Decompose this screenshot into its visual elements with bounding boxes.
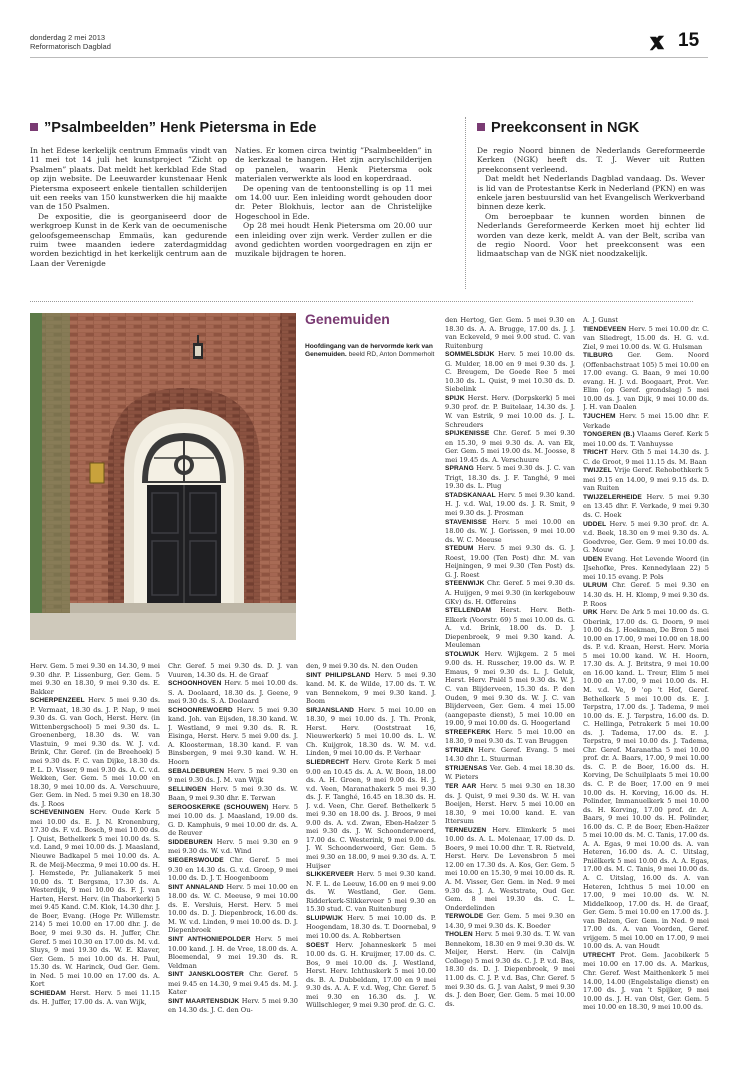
listing-place: TERWOLDE xyxy=(445,913,484,921)
listing-text: Herv. 5 mei 9.30 en 13.45 dhr. F. Verkade, 9 mei 9.30 ds. C. Hoek xyxy=(583,492,709,520)
listing-text: Herv. Johanneskerk 5 mei 10.00 ds. G. H. Kruijmer, 17.00 ds. C. Bos, 9 mei 10.00 ds. J. Westland, Herst. Herv. Ichthuskerk 5 mei 10.00 ds. B. A. Dubbeldam, 17.00 en 9 mei 9.30 ds. A. A. F. v.d. Weg, Chr. Geref. 5 mei 9.30 en 16.30 ds. J. W. Wüllschleger, 9 mei 9.30 prof. dr. G. C. xyxy=(306,940,436,1010)
listing-text: Herv. 5 mei 9.30 kand. M. K. de Wilde, 17.00 ds. T. W. van Bennekom, 9 mei 9.30 kand. J. Boom xyxy=(306,670,436,706)
listing-entry xyxy=(445,930,575,1008)
listing-entry xyxy=(583,412,709,430)
listing-text: Chr. Geref. 5 mei 9.30 ds. A. Huijgen, 9 mei 9.30 (in kerkgebouw GKv) ds. H. Offereins xyxy=(445,579,575,606)
listing-text: Herv. 5 mei 9.30 en 9 mei 9.30 ds. W. v.d. Wind xyxy=(168,837,298,856)
listing-entry xyxy=(445,394,575,429)
listing-place: UDDEL xyxy=(583,520,607,528)
listing-entry xyxy=(306,671,436,706)
listing-place: SEBALDEBUREN xyxy=(168,767,225,775)
listing-column-5 xyxy=(583,316,709,1057)
listing-text: Chr. Geref. 5 mei 9.30 en 14.30 ds. G. v.d. Groep, 9 mei 10.00 ds. D. J. T. Hoogenboom xyxy=(168,856,298,883)
listing-text: Herv. Oude Kerk 5 mei 10.00 ds. E. J. N. Kronenburg, 17.30 ds. F. v.d. Bosch, 9 mei 10.00 ds. J. Quist, Bethelkerk 5 mei 10.00 ds. S. v.d. Land, 9 mei 10.00 ds. J. Maasland, Nieuwe Badkapel 5 mei 10.00 ds. A. R. de Meij-Meczma, 9 mei 10.00 ds. H. J. Hemstede, Pr. Julianakerk 5 mei 10.00 ds. T. Bergsma, 17.30 ds. A. Westerdijk, 9 mei 10.00 ds. F. J. van Harten, Herst. Herv. (in Thaborkerk) 5 mei 9.45 Kand. C.M. Klok, 14.30 dhr. J. de Boer, Evang. (Hoge Pr. Willemstr. 214) 5 mei 10.00 en 17.00 dhr. J. de Boer, 9 mei 9.30 ds. H. Juffer, Chr. Geref. 5 mei 10.30 en 17.00 ds. M. v.d. Sluys, 9 mei 19.30 ds. W. E. Klaver, Ger. Gem. 5 mei 10.00 ds. H. Paul, 15.30 ds. W. Harinck, Oud Ger. Gem. in Ned. 5 mei 10.00 en 17.00 ds. A. Kort xyxy=(30,808,160,989)
listing-text: Herst. Herv. (Dorpskerk) 5 mei 9.30 prof. dr. P. Buitelaar, 14.30 ds. J. W. van Estrik, 9 mei 10.00 ds. J. L. Schreuders xyxy=(445,393,575,429)
listing-text: Herv. 5 mei 9.30 prof. dr. A. v.d. Beek, 18.30 en 9 mei 9.30 ds. A. Goedvree, Ger. Gem. 9 mei 10.00 ds. G. Mouw xyxy=(583,519,709,555)
listing-entry xyxy=(583,466,709,493)
listing-text: Herv. 5 mei 10.00 kand. J. H. de Vree, 18.00 ds. A. Bloemendal, 9 mei 19.30 ds. R. Veldman xyxy=(168,934,298,970)
listing-text: A. J. Gunst xyxy=(583,316,619,324)
listing-place: SEROOSKERKE (SCHOUWEN) xyxy=(168,803,269,811)
listing-place: SINT ANTHONIEPOLDER xyxy=(168,935,251,943)
listing-text: Herv. 5 mei 10.00 ds. J. Maasland, 19.00 ds. G. D. Kamphuis, 9 mei 10.00 dr. ds. A. de Reuver xyxy=(168,802,298,838)
publication-date: donderdag 2 mei 2013 xyxy=(30,33,106,42)
listing-text: Herv. 5 mei 9.30 ds. P. Vermaat, 18.30 ds. J. P. Nap, 9 mei 9.30 ds. G. van Goch, Herst. Herv. (in Wittenbergschool) 5 mei 9.30 ds. L. Groenenberg, 18.30 ds. W. van Vlastuin, 9 mei 9.30 ds. W. J. v.d. Brink, Chr. Geref. (in de Breehoek) 5 mei 9.30 ds. F. C. van Dijke, 18.30 ds. P. L. D. Visser, 9 mei 9.30 ds. A. C. v.d. Wekken, Ger. Gem. 5 mei 10.00 en 18.30, 9 mei 10.00 ds. A. Verschuure, Ger. Gem. in Ned. 5 mei 9.30 en 18.30 ds. J. Roos xyxy=(30,696,160,808)
article-body-col2 xyxy=(235,146,432,259)
headline-marker-icon xyxy=(30,123,38,131)
listing-text: Herv. 5 mei 9.30 ds. T. W. van Bennekom, 18.30 en 9 mei 9.30 ds. W. Meijer, Herst. Herv. (in Calvijn College) 5 mei 9.30 ds. C. J. P. v.d. Bas, 18.30 ds. D. J. Diepenbroek, 9 mei 11.00 ds. C. J. P. v.d. Bas, Chr. Geref. 5 mei 9.30 ds. G. J. van Aalst, 9 mei 9.30 ds. J. den Boer, Ger. Gem. 5 mei 10.00 ds. xyxy=(445,930,575,1008)
rd-logo-icon xyxy=(648,34,666,52)
article-headline-psalmbeelden: ”Psalmbeelden” Henk Pietersma in Ede xyxy=(30,120,316,136)
listing-entry xyxy=(445,650,575,728)
listing-entry xyxy=(445,350,575,394)
article-headline-preekconsent: Preekconsent in NGK xyxy=(477,120,639,136)
listing-entry xyxy=(168,767,298,785)
listing-place: STRIJEN xyxy=(445,746,474,754)
listing-place: SOEST xyxy=(306,941,329,949)
listing-column-3 xyxy=(306,662,436,1057)
listing-place: STREEFKERK xyxy=(445,728,491,736)
listing-entry xyxy=(30,696,160,808)
listing-text: Herv. 5 mei 10.00 en 18.30, 9 mei 9.30 ds. T. van Bruggen xyxy=(445,727,575,746)
listing-entry xyxy=(168,785,298,803)
listing-entry xyxy=(30,989,160,1007)
listing-place: SINT ANNALAND xyxy=(168,883,224,891)
listing-entry xyxy=(168,883,298,935)
listing-place: SCHIEDAM xyxy=(30,989,66,997)
listing-entry xyxy=(445,518,575,545)
listing-place: UDEN xyxy=(583,555,603,563)
listing-column-2 xyxy=(168,662,298,1057)
listing-text: Herv. Grote Kerk 5 mei 9.00 en 10.45 ds. A. A. W. Boon, 18.00 ds. A. H. Groen, 9 mei 9.00 ds. H. J. v.d. Veen, Maranathakerk 5 mei 9.30 ds. J. F. Tanghé, 16.45 en 18.30 ds. H. J. v.d. Veen, Chr. Geref. Bethelkerk 5 mei 9.30 en 18.00 ds. J. Broos, 9 mei 9.00 ds. A. v.d. Zwan, Eben-Haëzer 5 mei 9.30 ds. J. W. Schoonderwoerd, 17.00 ds. C. Westerink, 9 mei 9.00 ds. J. W. Schoonderwoerd, Ger. Gem. 5 mei 9.30 en 18.00, 9 mei 9.30 ds. A. T. Huijser xyxy=(306,758,436,870)
listing-place: THOLEN xyxy=(445,931,473,939)
listing-entry xyxy=(445,316,575,350)
photo-caption xyxy=(305,343,435,360)
listing-text: Herv. 5 mei 10.00 ds. P. Hoogendam, 18.30 ds. T. Doornebal, 9 mei 10.00 ds. A. Robbertsen xyxy=(306,913,436,940)
listing-entry xyxy=(445,782,575,826)
listing-text: Herv. 5 mei 10.00 en 18.00 ds. W. C. Meeuse, 9 mei 10.00 ds. E. Versluis, Herst. Herv. 5 mei 10.00 ds. D. J. Diepenbrock, 16.00 ds. M. W. v.d. Linden, 9 mei 10.00 ds. D. J. Diepenbroek xyxy=(168,882,298,935)
listing-entry xyxy=(445,764,575,782)
newspaper-name: Reformatorisch Dagblad xyxy=(30,42,111,51)
church-door-illustration xyxy=(30,313,296,640)
listing-entry xyxy=(583,351,709,412)
listing-place: SPRANG xyxy=(445,465,474,473)
listing-entry xyxy=(445,606,575,650)
listing-text: Prot. Gem. Jacobikerk 5 mei 10.00 en 17.00 ds. A. Markus, Chr. Geref. West Maithenkerk 5 mei 14.00, 14.00 (Engelstalige dienst) en 17.00 ds. J. van 't Spijker, 9 mei 10.00 ds. J. H. van Olst, Ger. Gem. 5 mei 10.00 en 18.30, 9 mei 10.00 ds. xyxy=(583,950,709,1012)
listing-place: STRIJENSAS xyxy=(445,764,488,772)
listing-entry xyxy=(168,706,298,767)
listing-entry xyxy=(445,429,575,464)
listing-entry xyxy=(445,464,575,491)
listing-text: Herv. 5 mei 9.30 kand. N. F. L. de Leeuw, 16.00 en 9 mei 9.00 ds. W. Westland, Ger. Gem. Ridderkerk-Slikkerveer 5 mei 9.30 en 15.30 stud. C. van Ruitenburg xyxy=(306,870,436,914)
listing-text: Chr. Geref. 5 mei 9.45 en 14.30, 9 mei 9.45 ds. M. J. Kater xyxy=(168,970,298,997)
listing-entry xyxy=(583,520,709,555)
article-body-col1 xyxy=(30,146,227,268)
listing-entry xyxy=(583,316,709,325)
listing-place: STELLENDAM xyxy=(445,607,492,615)
section-divider xyxy=(30,301,693,302)
listing-place: STOLWIJK xyxy=(445,650,480,658)
listing-place: TONGEREN (B.) xyxy=(583,431,635,439)
listing-text: Herv. Wijkgem. 2 5 mei 9.00 ds. H. Russcher, 19.00 ds. W. P. Emaus, 9 mei 9.30 ds. L. J. Geluk, Herst. Herv. Pniël 5 mei 9.30 ds. W. J. C. van Blijderveen, 15.30 ds. P. den Ouden, 9 mei 9.30 ds. W. J. C. van Blijderveen, Ger. Gem. 4 mei 15.00 (aangepaste dienst), 5 mei 10.00 en 19.00, 9 mei 10.00 ds. G. Hoogerland xyxy=(445,649,575,728)
listing-text: Herv. Elimkerk 5 mei 10.00 ds. A. L. Molenaar, 17.00 ds. D. Boers, 9 mei 10.00 dhr. T. R. Rietveld, Herst. Herv. De Levensbron 5 mei 12.00 en 17.30 ds. A. Kos, Ger. Gem. 5 mei 10.00 en 15.30, 9 mei 10.00 ds. R. A. M. Visser, Ger. Gem. in Ned. 9 mei 9.30 ds. J. A. Weststrate, Oud Ger. Gem. 8 mei 19.30 ds. C. L. Onderdelinden xyxy=(445,825,575,912)
headline-marker-icon xyxy=(477,123,485,131)
listing-place: SELLINGEN xyxy=(168,785,207,793)
listing-place: SPIJK xyxy=(445,394,465,402)
listing-place: UTRECHT xyxy=(583,951,616,959)
listing-place: SINT PHILIPSLAND xyxy=(306,671,371,679)
listing-text: Herv. 5 mei 10.00 en 18.00 ds. W. J. Gorissen, 9 mei 10.00 ds. W. C. Meeuse xyxy=(445,517,575,544)
listing-place: STAVENISSE xyxy=(445,518,487,526)
listing-entry xyxy=(583,951,709,1012)
caption-credit: beeld RD, Anton Dommerholt xyxy=(348,351,435,359)
listing-place: SLIEDRECHT xyxy=(306,759,350,767)
listing-text: Chr. Geref. 5 mei 9.30 ds. D. J. van Vuuren, 14.30 ds. H. de Graaf xyxy=(168,662,298,679)
listing-text: Herv. De Ark 5 mei 10.00 ds. G. Oberink, 17.00 ds. G. Doorn, 9 mei 10.00 ds. J. Hoekman, De Bron 5 mei 10.00 en 17.00, 9 mei 10.00 en 18.00 ds. P. v.d. Kraan, Herst. Herv. Moria 5 mei 10.00 kand. W. H. Hoorn, 17.30 ds. A. J. Britstra, 9 mei 10.00 en 16.00 kand. L. Treur, Elim 5 mei 10.00 en 17.00, 9 mei 10.00 ds. H. M. v.d. Ve, 9 'op 't Hof, Geref. Bethelkerk 5 mei 10.00 ds. E. J. Terpstra, 17.00 ds. J. Tadema, 9 mei 10.00 ds. E. J. Terpstra, 16.00 ds. D. C. Hellinga, Petrakerk 5 mei 10.00 ds. J. Tadema, 17.00 ds. E. J. Terpstra, 9 mei 10.00 ds. J. Tadema, Chr. Geref. Maranatha 5 mei 10.00 prof. dr. A. Baars, 17.00, 9 mei 10.00 ds. C. P. de Boer, 16.00 ds. H. Korving, De Schuilplaats 5 mei 10.00 ds. C. P. de Boer, 17.00 en 9 mei 10.00 ds. H. Korving, 16.00 ds. H. Polinder, Immanuelkerk 5 mei 10.00 ds. H. Korving, 17.00 prof. dr. A. Baars, 9 mei 10.00 ds. H. Polinder, 16.00 ds. C. P. de Boer, Eben-Haëzer 5 mei 10.00 ds. M. C. Tanis, 17.00 ds. A. A. Egas, 9 mei 10.00 ds. A. van Heteren, 16.00 ds. A. C. Uitslag, Pniëlkerk 5 mei 10.00 ds. A. A. Egas, 17.00 ds. M. C. Tanis, 9 mei 10.00 ds. A. C. Uitslag, 16.00 ds. A. van Heteren, Ichthus 5 mei 10.00 en 17.00, 9 mei 10.00 ds. W. N. Middelkoop, 17.00 ds. H. de Graaf, Ger. Gem. 5 mei 10.00 en 17.00 ds. J. van Belzen, Ger. Gem. in Ned. 9 mei 17.00 ds. A. van Voorden, Geref. vrijgem. 5 mei 10.00 en 17.00, 9 mei 10.00 ds. A. van Houdt xyxy=(583,608,709,951)
listing-entry xyxy=(30,662,160,696)
listing-place: TRICHT xyxy=(583,449,608,457)
listing-text: Evang. Het Levende Woord (in IJsehofke, Pres. Kennedylaan 22) 5 mei 10.15 evang. P. Pols xyxy=(583,554,709,581)
listing-entry xyxy=(306,706,436,758)
listing-entry xyxy=(168,838,298,856)
listing-text: Vrije Geref. Rehobothkerk 5 mei 9.15 en 14.00, 9 mei 9.15 ds. D. van Ruiten xyxy=(583,466,709,493)
listing-text: Vlaams Geref. Kerk 5 mei 10.00 ds. T. Vanhuysse xyxy=(583,430,709,448)
listing-entry xyxy=(445,746,575,764)
listing-entry xyxy=(445,728,575,746)
listing-text: Herv. 5 mei 9.30 ds. W. Baan, 9 mei 9.30 dhr. E. Terwan xyxy=(168,784,298,803)
listing-place: URK xyxy=(583,609,598,617)
listing-text: Herv. 5 mei 9.30 kand. H. J. v.d. Wal, 19.00 ds. J. R. Smit, 9 mei 9.30 ds. J. Prosman xyxy=(445,490,575,518)
paragraph: Naties. Er komen circa twintig ”Psalmbeelden” in de kerkzaal te hangen. Het zijn acrylschilderijen op panelen, waarin Henk Pietersma ook materialen verwerkte als lood en koperdraad. xyxy=(235,146,432,184)
listing-entry xyxy=(583,430,709,448)
listing-place: SCHEVENINGEN xyxy=(30,809,84,817)
column-divider xyxy=(465,117,466,289)
listing-text: den, 9 mei 9.30 ds. N. den Ouden xyxy=(306,662,418,670)
listing-entry xyxy=(445,544,575,579)
listing-place: STEDUM xyxy=(445,545,474,553)
listing-text: den Hertog, Ger. Gem. 5 mei 9.30 en 18.30 ds. A. A. Brugge, 17.00 ds. J. J. van Eckeveld, 9 mei 9.00 stud. C. van Ruitenburg xyxy=(445,316,575,350)
paragraph: De opening van de tentoonstelling is op 11 mei om 14.00 uur. Een inleiding wordt gehouden door dr. Peter Blokhuis, lector aan de Christelijke Hogeschool in Ede. xyxy=(235,183,432,221)
listing-entry xyxy=(168,679,298,706)
listing-text: Herv. 5 mei 10.00 en 18.30, 9 mei 10.00 ds. J. Th. Pronk, Herst. Herv. (Ooststraat 16, Nieuwerkerk) 5 mei 10.00 ds. L. W. Ch. Kuijgrok, 18.30 ds. W. M. v.d. Linden, 9 mei 10.00 ds. P. Verhaar xyxy=(306,705,436,758)
listing-place: SIDDEBUREN xyxy=(168,838,213,846)
listing-column-4 xyxy=(445,316,575,1057)
listing-place: SOMMELSDIJK xyxy=(445,351,495,359)
listing-entry xyxy=(583,608,709,951)
listing-text: Herv. 5 mei 9.30 kand. Joh. van Eijsden, 18.30 kand. W. J. Westland, 9 mei 9.30 ds. R. R. Eisinga, Herst. Herv. 5 mei 9.00 ds. J. A. Kloosterman, 18.30 kand. F. van Binsbergen, 9 mei 9.30 kand. W. H. Hoorn xyxy=(168,705,298,767)
listing-text: Herv. 5 mei 9.30 en 9 mei 9.30 ds. J. M. van Wijk xyxy=(168,766,298,785)
listing-entry xyxy=(583,555,709,582)
listing-text: Herst. Herv. 5 mei 11.15 ds. H. Juffer, 17.00 ds. A. van Wijk, xyxy=(30,988,160,1007)
listing-text: Herv. 5 mei 15.00 dhr. F. Verkade xyxy=(583,412,709,430)
listing-entry xyxy=(168,803,298,838)
listing-entry xyxy=(168,856,298,883)
listing-text: Ver. Geb. 4 mei 18.30 ds. W. Pieters xyxy=(445,763,575,782)
listing-place: SPIJKENISSE xyxy=(445,430,490,438)
listing-text: Ger. Gem. Noord (Offenbachstraat 105) 5 mei 10.00 en 17.00 evang. G. Baan, 9 mei 10.00 evang. H. J. v.d. Boogaart, Prot. Ver. Elim (op Geref. grondslag) 5 mei 10.00 ds. J. van Dijk, 9 mei 10.00 ds. J. H. van Daalen xyxy=(583,351,709,412)
paragraph: Om beroepbaar te kunnen worden binnen de Nederlands Gereformeerde Kerken moet hij echter lid worden van deze kerk, meldt A. van der Belt, scriba van de regio Noord. Voor het preekconsent was een lidmaatschap van de NGK niet noodzakelijk. xyxy=(477,211,705,259)
church-entrance-photo xyxy=(30,313,296,640)
listing-place: ULRUM xyxy=(583,582,608,590)
listing-text: Herv. 5 mei 10.00 dr. C. van Sliedregt, 15.00 ds. H. G. v.d. Ziel, 9 mei 10.00 ds. W. G. Hulsman xyxy=(583,324,709,351)
paragraph: In het Edese kerkelijk centrum Emmaüs vindt van 11 mei tot 14 juli het kunstproject ”Zicht op Psalmen” plaats. Dat meldt het kerkblad Ede Stad op zijn website. De Leeuwarder kunstenaar Henk Pietersma exposeert enkele tientallen schilderijen uit een reeks van 150 kunstwerken die hij maakte van de 150 Psalmen. xyxy=(30,146,227,212)
listing-column-1 xyxy=(30,662,160,1057)
paragraph: Dat meldt het Nederlands Dagblad vandaag. Ds. Wever is lid van de Protestantse Kerk in Nederland (PKN) en was enkele jaren bestuurslid van het Evangelisch Werkverband binnen deze kerk. xyxy=(477,174,705,212)
article-body-preekconsent xyxy=(477,146,705,259)
listing-text: Herv. 5 mei 9.30 en 14.30 ds. J. C. den Ou- xyxy=(168,996,298,1015)
listing-entry xyxy=(306,941,436,1010)
listing-entry xyxy=(306,662,436,671)
listing-text: Herv. 5 mei 9.30 en 18.30 ds. J. Quist, 9 mei 9.30 ds. W. H. van Boeijen, Herst. Herv. 5 mei 10.00 en 18.30, 9 mei 10.00 kand. E. van Ittersum xyxy=(445,781,575,826)
listing-place: TJUCHEM xyxy=(583,413,616,421)
listing-text: Herv. 5 mei 9.30 ds. G. J. Roest, 19.00 (Ten Post) dhr. M. van Heijningen, 9 mei 9.30 (Ten Post) ds. G. J. Roest xyxy=(445,544,575,579)
listing-entry xyxy=(583,581,709,608)
paragraph: De regio Noord binnen de Nederlands Gereformeerde Kerken (NGK) heeft ds. T. J. Wever uit Rutten preekconsent verleend. xyxy=(477,146,705,174)
listing-entry xyxy=(168,970,298,997)
listing-entry xyxy=(306,914,436,941)
listing-entry xyxy=(445,579,575,606)
listing-entry xyxy=(30,808,160,988)
listing-text: Herv. 5 mei 9.30 ds. J. C. van Trigt, 18.30 ds. J. F. Tanghé, 9 mei 19.30 ds. L. Plug xyxy=(445,464,575,491)
listing-entry xyxy=(583,325,709,352)
listing-text: Herv. 5 mei 10.00 ds. G. Mulder, 18.00 en 9 mei 9.30 ds. J. C. Breugem, De Goede Ree 5 mei 10.30 ds. L. Quist, 9 mei 10.30 ds. D. Siebelink xyxy=(445,350,575,394)
listing-place: SCHOONHOVEN xyxy=(168,680,222,688)
header-divider xyxy=(30,57,708,58)
listing-text: Ger. Gem. 5 mei 9.30 en 14.30, 9 mei 9.30 ds. K. Boeder xyxy=(445,912,575,930)
listing-place: SINT JANSKLOOSTER xyxy=(168,971,244,979)
listing-text: Herst. Herv. Beth-Elkerk (Voorstr. 69) 5 mei 10.00 ds. G. A. v.d. Brink, 18.00 ds. D. J. Diepenbroek, 9 mei 9.30 kand. A. Meuleman xyxy=(445,606,575,650)
listing-place: STADSKANAAL xyxy=(445,491,496,499)
listing-entry xyxy=(583,493,709,520)
listing-place: TILBURG xyxy=(583,352,614,360)
listing-place: SCHERPENZEEL xyxy=(30,697,85,705)
paragraph: Op 28 mei houdt Henk Pietersma om 20.00 uur een inleiding over zijn werk. Verder zullen er die avond gedichten worden voorgedragen en zijn er muzikale bijdragen te horen. xyxy=(235,221,432,259)
listing-place: SIRJANSLAND xyxy=(306,706,354,714)
paragraph: De expositie, die is georganiseerd door de werkgroep Kunst in de Kerk van de oecumenische geloofsgemeenschap Emmaüs, kan gedurende ruim twee maanden iedere zaterdagmiddag worden bezichtigd in het kerkelijk centrum aan de Laan der Verenigde xyxy=(30,211,227,268)
listing-entry xyxy=(168,662,298,679)
listing-entry xyxy=(168,935,298,970)
page-header-meta xyxy=(30,33,111,51)
listing-place: TIENDEVEEN xyxy=(583,325,627,333)
listing-place: SCHOONREWOERD xyxy=(168,706,233,714)
listing-text: Chr. Geref. 5 mei 9.30 en 14.30 ds. H. H. Klomp, 9 mei 9.30 ds. P. Roos xyxy=(583,581,709,608)
listing-place: TWIJZELERHEIDE xyxy=(583,493,642,501)
listing-entry xyxy=(583,448,709,466)
photo-place-title: Genemuiden xyxy=(305,311,390,327)
listing-place: TERNEUZEN xyxy=(445,826,487,834)
listing-entry xyxy=(306,870,436,914)
listing-text: Herv. Geref. Evang. 5 mei 14.30 dhr. L. Stuurman xyxy=(445,745,575,764)
page-number: 15 xyxy=(678,30,700,51)
listing-place: SINT MAARTENSDIJK xyxy=(168,997,240,1005)
listing-text: Herv. Gem. 5 mei 9.30 en 14.30, 9 mei 9.30 dhr. P. Lissenburg, Ger. Gem. 5 mei 9.30 en 18.30, 9 mei 9.30 ds. E. Bakker xyxy=(30,662,160,696)
listing-place: SLIKKERVEER xyxy=(306,871,354,879)
listing-entry xyxy=(445,491,575,518)
listing-text: Herv. Gth 5 mei 14.30 ds. J. C. de Groot, 9 mei 11.15 ds. M. Baan xyxy=(583,448,709,466)
listing-text: Chr. Geref. 5 mei 9.30 en 15.30, 9 mei 9.30 ds. A. van Ek, Ger. Gem. 5 mei 19.00 ds. M. Joosse, 8 mei 19.45 ds. A. Verschuure xyxy=(445,429,575,464)
listing-entry xyxy=(445,826,575,912)
listing-entry xyxy=(306,758,436,870)
listing-place: SLUIPWIJK xyxy=(306,914,343,922)
listing-place: STEENWIJK xyxy=(445,580,485,588)
listing-place: TER AAR xyxy=(445,782,477,790)
listing-text: Herv. 5 mei 10.00 ds. S. A. Doolaard, 18.30 ds. J. Geene, 9 mei 9.30 ds. S. A. Doolaard xyxy=(168,679,298,706)
caption-main: Hoofdingang van de hervormde kerk van Genemuiden. xyxy=(305,343,433,359)
listing-entry xyxy=(168,997,298,1015)
listing-entry xyxy=(445,912,575,930)
listing-place: SIEGERSWOUDE xyxy=(168,857,224,865)
listing-place: TWIJZEL xyxy=(583,467,612,475)
